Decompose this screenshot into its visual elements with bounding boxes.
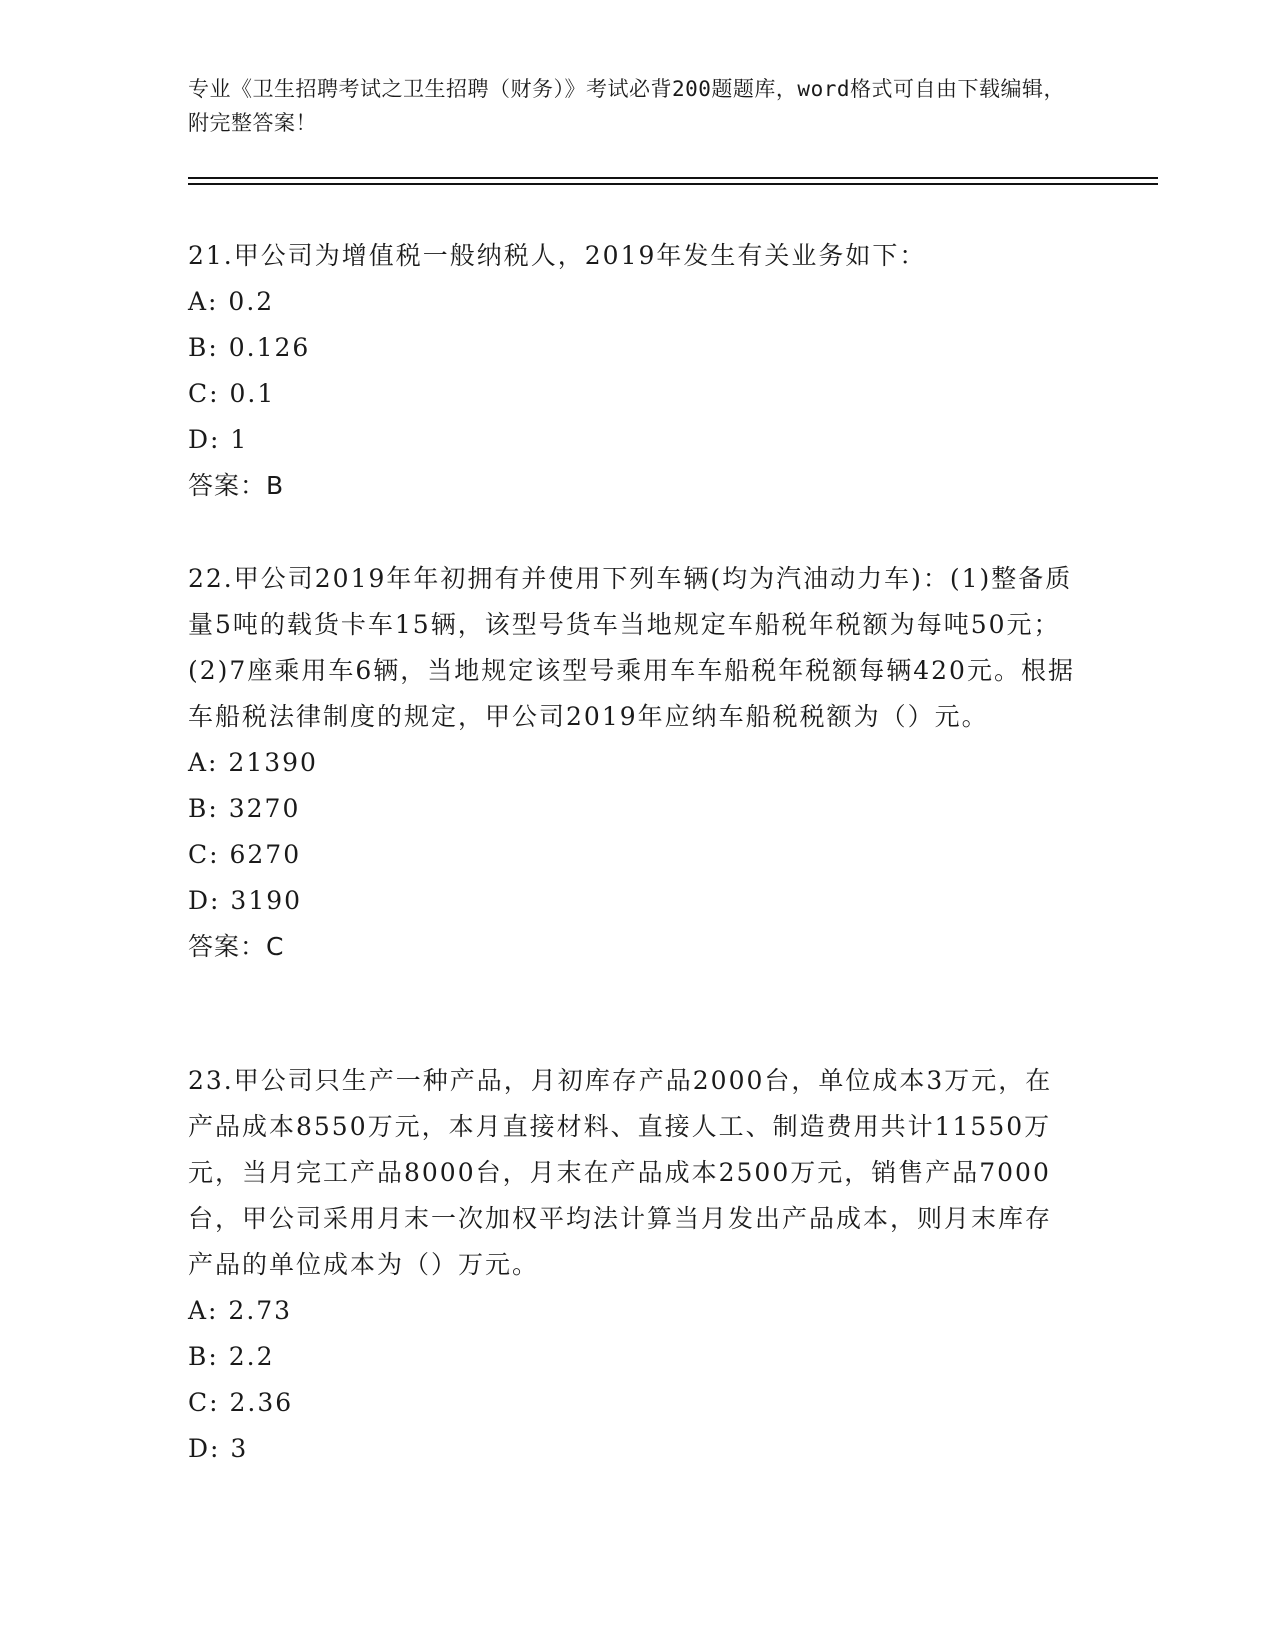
option-c: C: 2.36 (188, 1388, 294, 1417)
question-23 (188, 1058, 1078, 1472)
document-header-intro: 专业《卫生招聘考试之卫生招聘（财务）》考试必背200题题库，word格式可自由下载编辑，附完整答案！ (188, 77, 1065, 135)
question-21 (188, 233, 1078, 509)
option-d: D: 3190 (188, 886, 303, 915)
option-b: B: 3270 (188, 794, 301, 823)
option-a: A: 2.73 (188, 1296, 293, 1325)
option-d: D: 3 (188, 1434, 249, 1463)
question-stem: 21.甲公司为增值税一般纳税人，2019年发生有关业务如下： (188, 241, 927, 270)
option-b: B: 2.2 (188, 1342, 275, 1371)
header-divider-top (188, 177, 1158, 179)
option-a: A: 21390 (188, 748, 318, 777)
question-22 (188, 556, 1078, 970)
answer-line: 答案：C (188, 932, 285, 961)
question-stem: 23.甲公司只生产一种产品，月初库存产品2000台，单位成本3万元，在产品成本8550万元，本月直接材料、直接人工、制造费用共计11550万元，当月完工产品8000台，月末在产品成本2500万元，销售产品7000台，甲公司采用月末一次加权平均法计算当月发出产品成本，则月末库存产品的单位成本为（）万元。 (188, 1066, 1053, 1279)
header-divider-bottom (188, 183, 1158, 185)
option-b: B: 0.126 (188, 333, 311, 362)
option-c: C: 6270 (188, 840, 302, 869)
option-a: A: 0.2 (188, 287, 275, 316)
answer-line: 答案：B (188, 471, 285, 500)
question-stem: 22.甲公司2019年年初拥有并使用下列车辆(均为汽油动力车)：(1)整备质量5吨的载货卡车15辆，该型号货车当地规定车船税年税额为每吨50元；(2)7座乘用车6辆，当地规定该型号乘用车车船税年税额每辆420元。根据车船税法律制度的规定，甲公司2019年应纳车船税税额为（）元。 (188, 564, 1075, 731)
option-d: D: 1 (188, 425, 249, 454)
option-c: C: 0.1 (188, 379, 276, 408)
